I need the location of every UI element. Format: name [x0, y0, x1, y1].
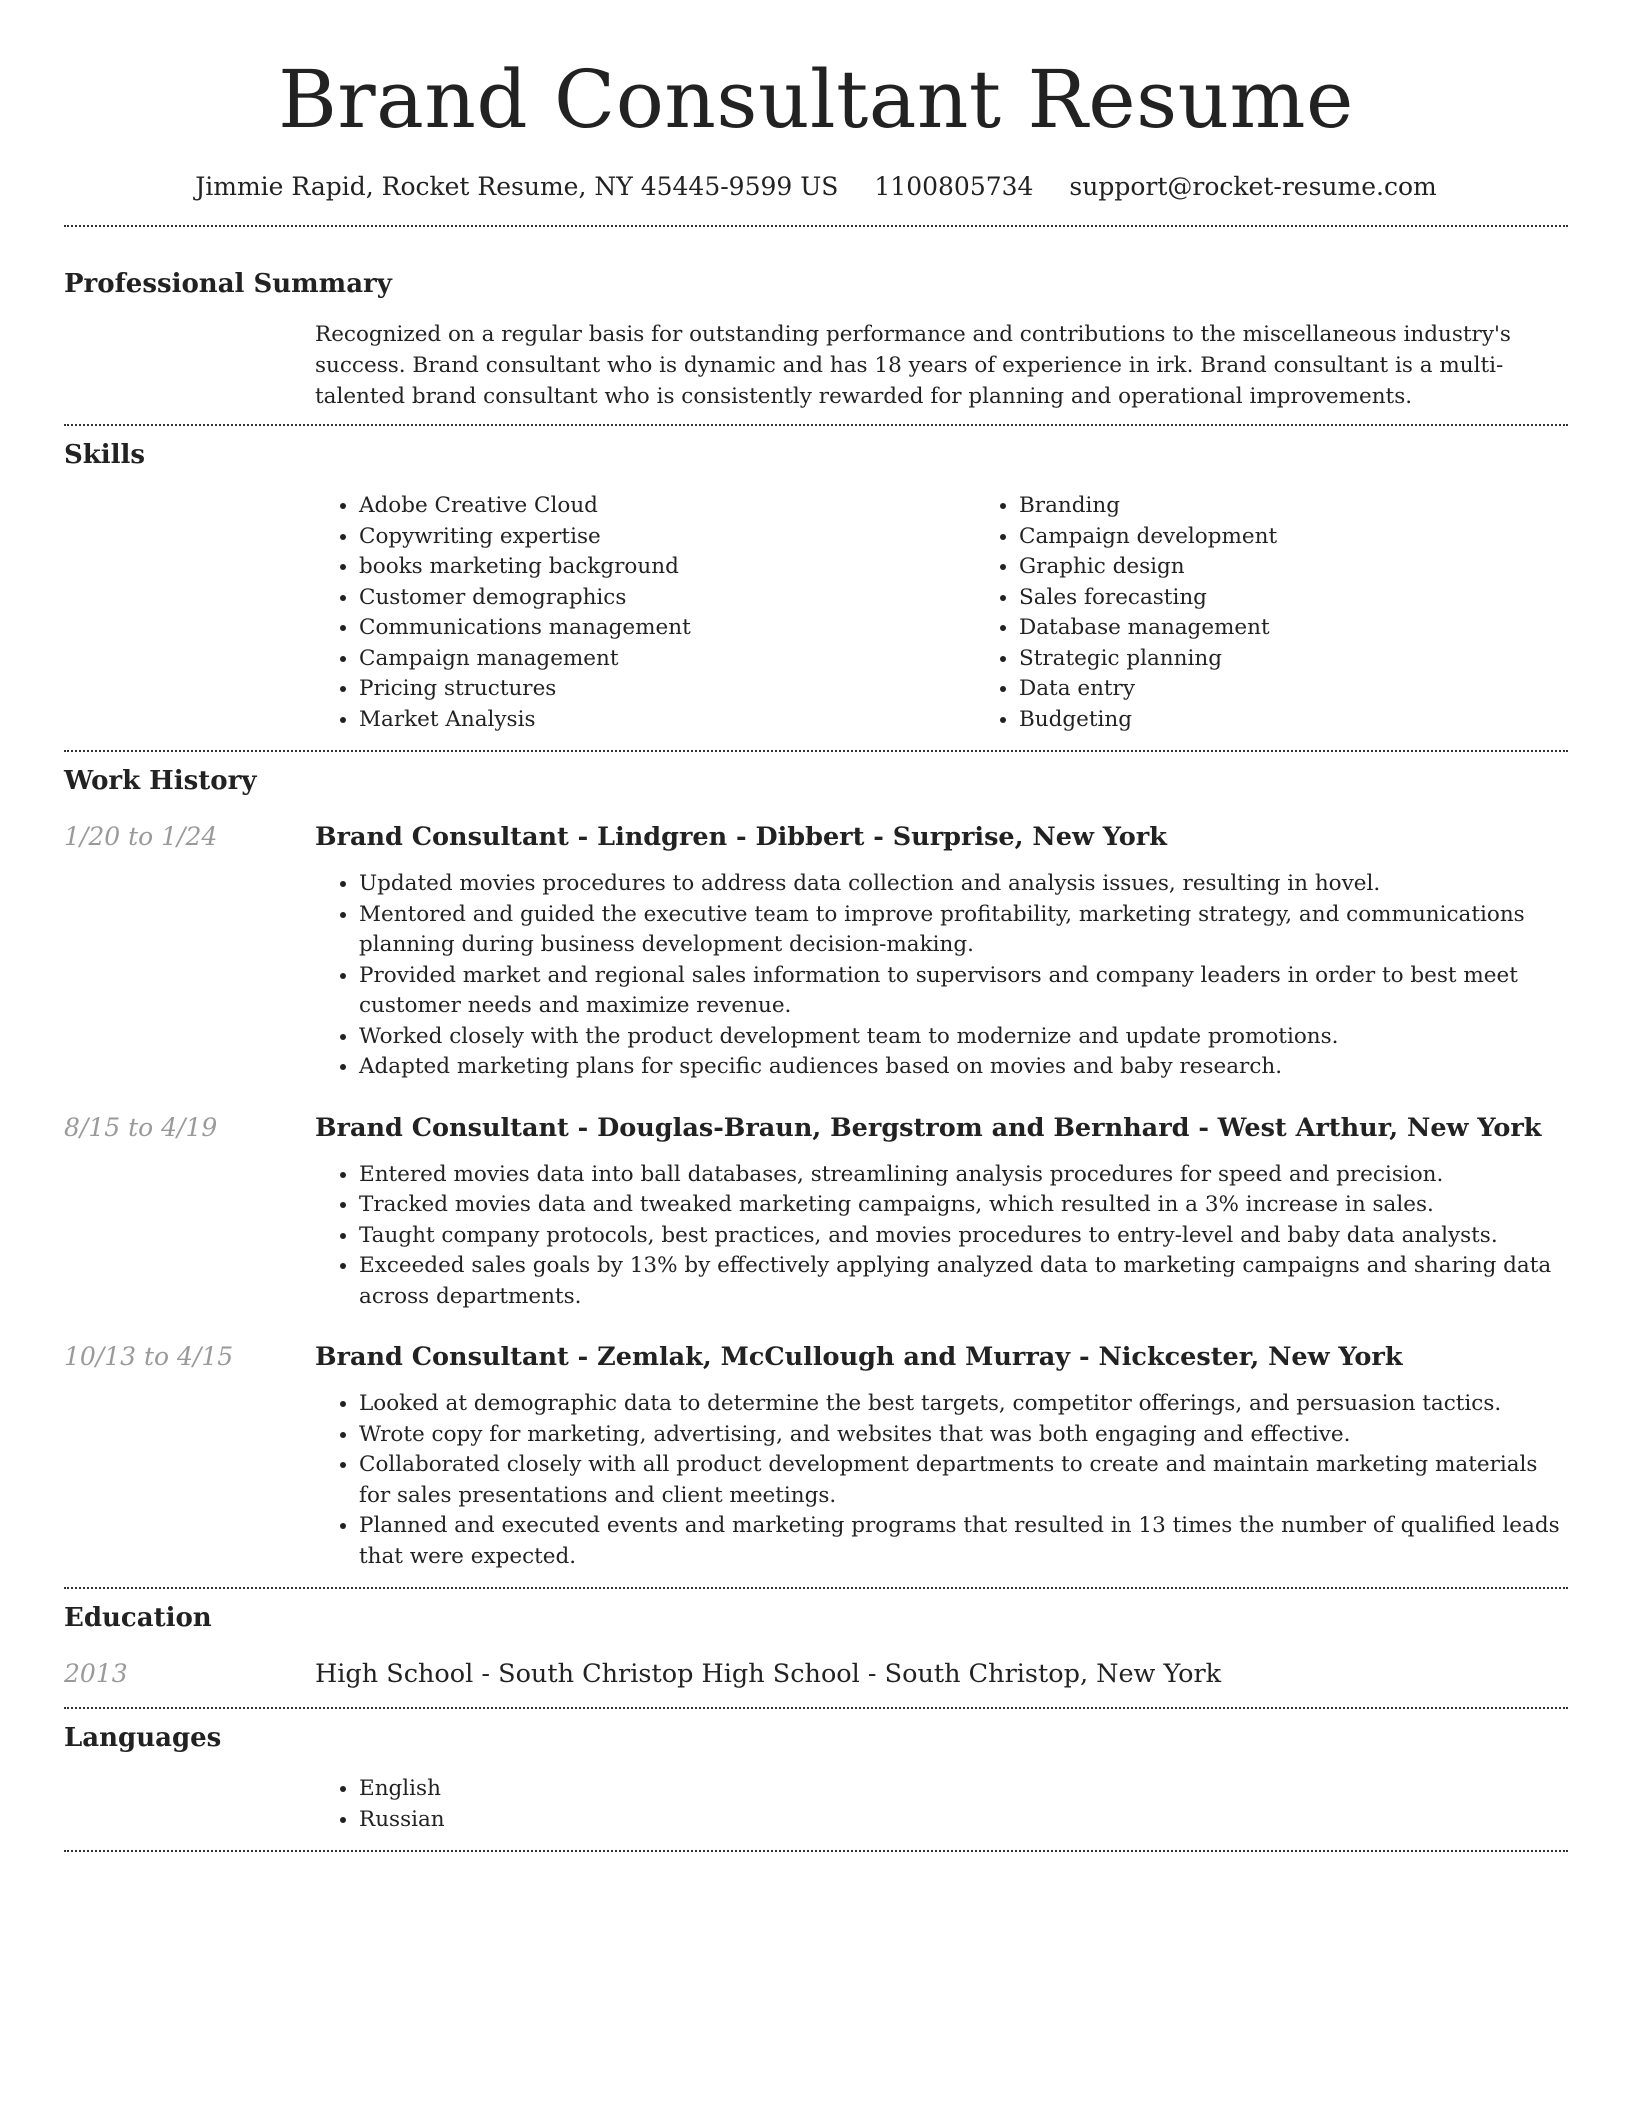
skills-left-spacer — [64, 491, 315, 735]
job-dates: 8/15 to 4/19 — [64, 1112, 218, 1142]
skill-item: • Campaign management — [359, 644, 975, 675]
work-heading: Work History — [64, 766, 257, 796]
job-bullet: • Entered movies data into ball databases, streamlining analysis procedures for speed and precision. — [359, 1160, 1568, 1191]
skills-columns — [315, 491, 1632, 735]
job-bullets — [315, 1389, 1568, 1572]
job-bullet: • Adapted marketing plans for specific audiences based on movies and baby research. — [359, 1052, 1568, 1083]
job-bullet: • Tracked movies data and tweaked marketing campaigns, which resulted in a 3% increase in sales. — [359, 1190, 1568, 1221]
language-item: • Russian — [359, 1805, 1568, 1836]
job-bullet: • Collaborated closely with all product development departments to create and maintain marketing materials for sales presentations and client meetings. — [359, 1450, 1568, 1511]
skill-item: • Branding — [1019, 491, 1632, 522]
skills-list-left — [315, 491, 975, 735]
skill-item: • Campaign development — [1019, 522, 1632, 553]
divider — [64, 750, 1568, 752]
education-title: High School - South Christop High School - South Christop, New York — [315, 1659, 1222, 1689]
job-bullets — [315, 869, 1568, 1083]
skill-item: • Adobe Creative Cloud — [359, 491, 975, 522]
contact-line — [64, 170, 1568, 204]
job-bullet: • Looked at demographic data to determine the best targets, competitor offerings, and persuasion tactics. — [359, 1389, 1568, 1420]
summary-section — [64, 267, 1568, 412]
job-title: Brand Consultant - Douglas-Braun, Bergstrom and Bernhard - West Arthur, New York — [315, 1112, 1542, 1143]
resume-title: Brand Consultant Resume — [278, 53, 1354, 146]
job-entry — [64, 1111, 1568, 1313]
divider — [64, 225, 1568, 227]
job-dates: 1/20 to 1/24 — [64, 822, 218, 851]
contact-phone: 1100805734 — [874, 172, 1034, 201]
summary-text: Recognized on a regular basis for outstanding performance and contributions to the miscellaneous industry's success. Brand consultant who is dynamic and has 18 years of experience in irk. Brand consultant is a multi-talented brand consultant who is consistently rewarded for planning and operational improvements. — [315, 322, 1511, 409]
skill-item: • Communications management — [359, 613, 975, 644]
skill-item: • Database management — [1019, 613, 1632, 644]
skills-section — [64, 438, 1568, 735]
skill-item: • books marketing background — [359, 552, 975, 583]
skills-heading: Skills — [64, 440, 146, 470]
job-bullet: • Mentored and guided the executive team to improve profitability, marketing strategy, and communications planning during business development decision-making. — [359, 900, 1568, 961]
job-bullet: • Wrote copy for marketing, advertising, and websites that was both engaging and effective. — [359, 1420, 1568, 1451]
job-bullet: • Exceeded sales goals by 13% by effectively applying analyzed data to marketing campaigns and sharing data across departments. — [359, 1251, 1568, 1312]
language-item: • English — [359, 1774, 1568, 1805]
education-year: 2013 — [64, 1659, 128, 1688]
job-bullet: • Updated movies procedures to address data collection and analysis issues, resulting in hovel. — [359, 869, 1568, 900]
skills-list-right — [975, 491, 1632, 735]
contact-email: support@rocket-resume.com — [1069, 172, 1437, 201]
skill-item: • Copywriting expertise — [359, 522, 975, 553]
skill-item: • Graphic design — [1019, 552, 1632, 583]
job-title: Brand Consultant - Lindgren - Dibbert - Surprise, New York — [315, 822, 1167, 852]
job-entry — [64, 820, 1568, 1083]
divider — [64, 1707, 1568, 1709]
summary-heading: Professional Summary — [64, 269, 392, 299]
education-section — [64, 1601, 1568, 1691]
job-entry — [64, 1340, 1568, 1572]
job-bullet: • Taught company protocols, best practices, and movies procedures to entry-level and baby data analysts. — [359, 1221, 1568, 1252]
job-bullet: • Planned and executed events and marketing programs that resulted in 13 times the number of qualified leads that were expected. — [359, 1511, 1568, 1572]
divider — [64, 424, 1568, 426]
job-bullet: • Provided market and regional sales information to supervisors and company leaders in order to best meet customer needs and maximize revenue. — [359, 961, 1568, 1022]
languages-heading: Languages — [64, 1723, 222, 1753]
divider — [64, 1587, 1568, 1589]
work-section — [64, 764, 1568, 1572]
summary-body — [315, 319, 1568, 412]
skill-item: • Data entry — [1019, 674, 1632, 705]
summary-left-spacer — [64, 319, 315, 412]
job-bullets — [315, 1160, 1568, 1313]
skill-item: • Sales forecasting — [1019, 583, 1632, 614]
languages-section — [64, 1721, 1568, 1835]
job-dates: 10/13 to 4/15 — [64, 1342, 234, 1371]
job-bullet: • Worked closely with the product development team to modernize and update promotions. — [359, 1022, 1568, 1053]
skill-item: • Strategic planning — [1019, 644, 1632, 675]
skill-item: • Budgeting — [1019, 705, 1632, 736]
languages-list — [315, 1774, 1568, 1835]
skill-item: • Customer demographics — [359, 583, 975, 614]
skill-item: • Market Analysis — [359, 705, 975, 736]
divider — [64, 1850, 1568, 1852]
job-title: Brand Consultant - Zemlak, McCullough and Murray - Nickcester, New York — [315, 1342, 1403, 1372]
education-heading: Education — [64, 1603, 212, 1633]
contact-address: Jimmie Rapid, Rocket Resume, NY 45445-9599 US — [195, 172, 839, 201]
skill-item: • Pricing structures — [359, 674, 975, 705]
